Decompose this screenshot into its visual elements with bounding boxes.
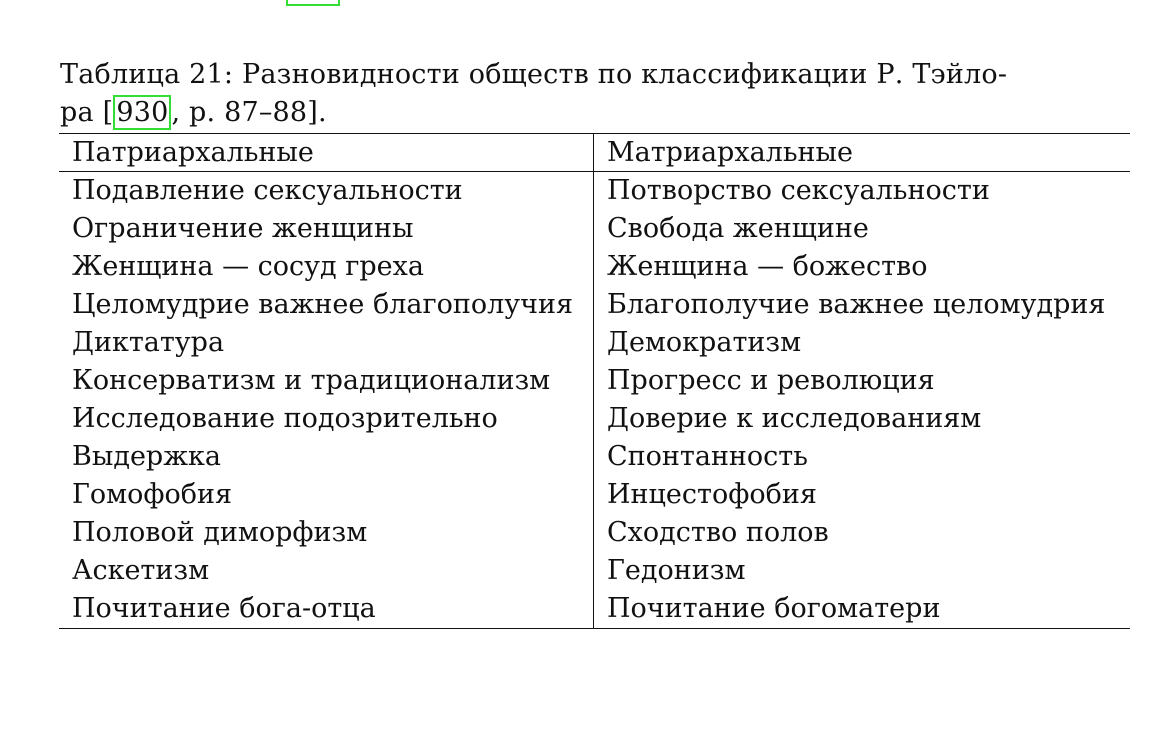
- table-row: [59, 438, 1130, 476]
- cell-matriarchal: Гедонизм: [607, 555, 746, 586]
- cell-patriarchal: Выдержка: [59, 438, 594, 476]
- cell-patriarchal: Почитание бога-отца: [59, 590, 594, 629]
- caption-line-1: Таблица 21: Разновидности обществ по классификации Р. Тэйло-: [60, 59, 1008, 90]
- table-row: [59, 210, 1130, 248]
- table-header-row: [59, 134, 1130, 172]
- cell-patriarchal: Подавление сексуальности: [59, 172, 594, 211]
- cell-matriarchal: Почитание богоматери: [607, 593, 941, 624]
- table-row: [59, 476, 1130, 514]
- classification-table: [59, 133, 1130, 629]
- caption-suffix: , р. 87–88].: [171, 97, 327, 128]
- table-row: [59, 514, 1130, 552]
- cell-matriarchal: Инцестофобия: [607, 479, 817, 510]
- cell-matriarchal: Спонтанность: [607, 441, 808, 472]
- cell-matriarchal: Доверие к исследованиям: [607, 403, 982, 434]
- table-row: [59, 248, 1130, 286]
- caption-prefix: ра [: [60, 97, 114, 128]
- cell-patriarchal: Гомофобия: [59, 476, 594, 514]
- cell-patriarchal: Целомудрие важнее благополучия: [59, 286, 594, 324]
- header-matriarchal: Матриархальные: [607, 137, 853, 168]
- previous-text-fragment: [230, 0, 460, 6]
- cell-matriarchal: Прогресс и революция: [607, 365, 935, 396]
- table-row: [59, 552, 1130, 590]
- table-caption: [60, 56, 1060, 132]
- table-row: [59, 286, 1130, 324]
- cell-matriarchal: Демократизм: [607, 327, 802, 358]
- table-row: [59, 590, 1130, 629]
- reference-link[interactable]: 930: [113, 95, 171, 130]
- cell-matriarchal: Женщина — божество: [607, 251, 928, 282]
- cell-patriarchal: Женщина — сосуд греха: [59, 248, 594, 286]
- header-patriarchal: Патриархальные: [59, 134, 594, 172]
- cell-matriarchal: Свобода женщине: [607, 213, 869, 244]
- reference-link-partial[interactable]: [286, 0, 340, 6]
- cell-patriarchal: Консерватизм и традиционализм: [59, 362, 594, 400]
- table-row: [59, 400, 1130, 438]
- cell-matriarchal: Сходство полов: [607, 517, 829, 548]
- table-row: [59, 362, 1130, 400]
- cell-patriarchal: Половой диморфизм: [59, 514, 594, 552]
- caption-line-2: [60, 94, 1060, 132]
- cell-patriarchal: Ограничение женщины: [59, 210, 594, 248]
- table-row: [59, 172, 1130, 211]
- cell-patriarchal: Аскетизм: [59, 552, 594, 590]
- cell-matriarchal: Потворство сексуальности: [607, 175, 990, 206]
- cell-patriarchal: Диктатура: [59, 324, 594, 362]
- cell-patriarchal: Исследование подозрительно: [59, 400, 594, 438]
- cell-matriarchal: Благополучие важнее целомудрия: [607, 289, 1106, 320]
- table-row: [59, 324, 1130, 362]
